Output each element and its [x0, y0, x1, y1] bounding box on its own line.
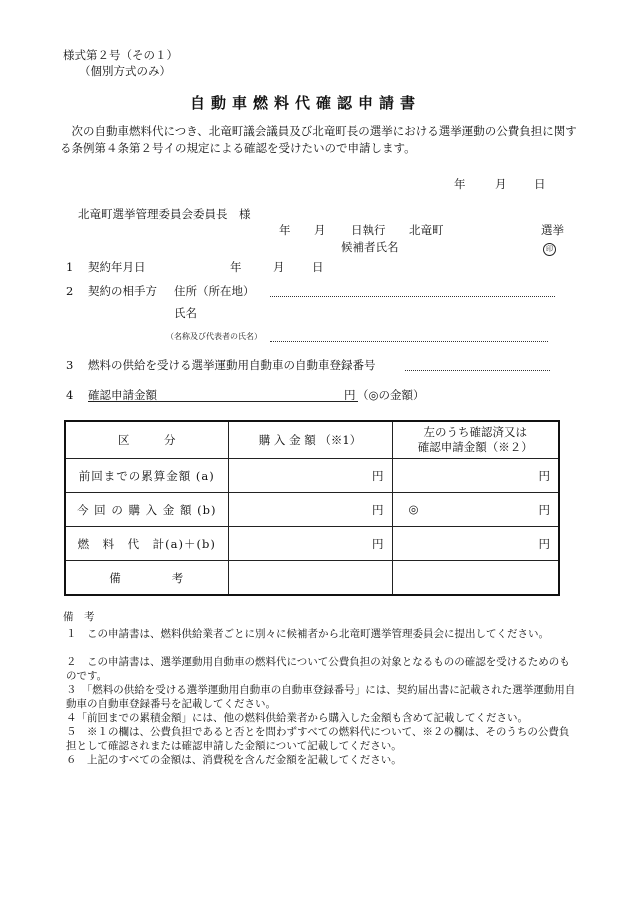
note-item: ３ 「燃料の供給を受ける選挙運動用自動車の自動車登録番号」には、契約届出書に記載された選挙運動用自動車の自動車登録番号を記載してください。 [66, 684, 576, 710]
form-subnote: （個別方式のみ） [79, 64, 171, 78]
confirmed-amount-cell[interactable]: 円 [392, 527, 559, 561]
item1-month: 月 [273, 260, 285, 274]
name-field-line[interactable] [270, 341, 548, 342]
election-kind: 選挙 [541, 223, 564, 237]
form-number: 様式第２号（その１） [63, 48, 178, 62]
item3-num: 3 [66, 358, 74, 372]
item2-label: 契約の相手方 [88, 284, 157, 298]
confirmed-unit: 円 [538, 502, 550, 517]
item3-label: 燃料の供給を受ける選挙運動用自動車の自動車登録番号 [88, 358, 376, 372]
item2-address-label: 住所（所在地） [174, 284, 255, 298]
item1-day: 日 [312, 260, 324, 274]
item4-label: 確認申請金額 [88, 388, 157, 402]
election-month: 月 [314, 223, 326, 237]
date-month: 月 [495, 177, 507, 191]
double-circle-mark: ◎ [408, 501, 419, 516]
addressee: 北竜町選挙管理委員会委員長 様 [78, 207, 251, 221]
table-header-row [65, 421, 559, 459]
table-row [65, 459, 559, 493]
row-label: 燃 料 代 計(a)＋(b) [65, 527, 228, 561]
item4-num: 4 [66, 388, 74, 402]
purchase-amount-cell[interactable]: 円 [228, 527, 392, 561]
notes-title: 備 考 [63, 611, 95, 623]
remarks-cell[interactable] [228, 561, 392, 596]
date-year: 年 [454, 177, 466, 191]
row-label: 前回までの累算金額 (a) [65, 459, 228, 493]
note-item: ４「前回までの累積金額」には、他の燃料供給業者から購入した金額も含めて記載してください。 [66, 712, 528, 724]
amount-table [64, 420, 560, 596]
address-field-line[interactable] [270, 296, 555, 297]
table-row [65, 493, 559, 527]
page-title: 自動車燃料代確認申請書 [190, 94, 422, 112]
remarks-cell-2[interactable] [392, 561, 559, 596]
election-year: 年 [279, 223, 291, 237]
item2-num: 2 [66, 284, 74, 298]
note-item: ５ ※１の欄は、公費負担であると否とを問わずすべての燃料代について、※２の欄は、そのうちの公費負担として確認されまたは確認申請した金額について記載してください。 [66, 726, 570, 752]
election-town: 北竜町 [409, 223, 444, 237]
note-item: ６ 上記のすべての金額は、消費税を含んだ金額を記載してください。 [66, 754, 402, 766]
confirmed-amount-cell[interactable] [392, 493, 559, 527]
confirmed-amount-cell[interactable]: 円 [392, 459, 559, 493]
item1-year: 年 [230, 260, 242, 274]
item2-name-note: （名称及び代表者の氏名） [166, 332, 262, 341]
registration-number-field-line[interactable] [405, 370, 550, 371]
item4-unit: 円 [344, 388, 356, 402]
item4-note: （◎の金額） [357, 388, 425, 402]
election-exec: 日執行 [351, 223, 386, 237]
header-confirmed-amount [392, 421, 559, 459]
header-confirmed-line2: 確認申請金額（※２） [417, 440, 533, 454]
table-row [65, 561, 559, 596]
item1-label: 契約年月日 [88, 260, 146, 274]
row-label: 備 考 [65, 561, 228, 596]
header-confirmed-line1: 左のうち確認済又は [423, 425, 527, 439]
amount-field-line[interactable] [88, 401, 358, 402]
note-item: ２ この申請書は、選挙運動用自動車の燃料代について公費負担の対象となるものの確認を受けるためのものです。 [66, 656, 570, 682]
date-day: 日 [534, 177, 546, 191]
intro-paragraph: 次の自動車燃料代につき、北竜町議会議員及び北竜町長の選挙における選挙運動の公費負担に関する条例第４条第２号イの規定による確認を受けたいので申請します。 [60, 124, 577, 155]
note-item: １ この申請書は、燃料供給業者ごとに別々に候補者から北竜町選挙管理委員会に提出してください。 [66, 628, 549, 640]
candidate-label: 候補者氏名 [341, 240, 399, 254]
row-label: 今 回 の 購 入 金 額 (b) [65, 493, 228, 527]
purchase-amount-cell[interactable]: 円 [228, 459, 392, 493]
purchase-amount-cell[interactable]: 円 [228, 493, 392, 527]
seal-icon: 印 [543, 240, 556, 256]
item1-num: 1 [66, 260, 74, 274]
item2-name-label: 氏名 [174, 306, 197, 320]
header-category: 区 分 [65, 421, 228, 459]
table-row [65, 527, 559, 561]
header-purchase-amount: 購 入 金 額 （※1） [228, 421, 392, 459]
